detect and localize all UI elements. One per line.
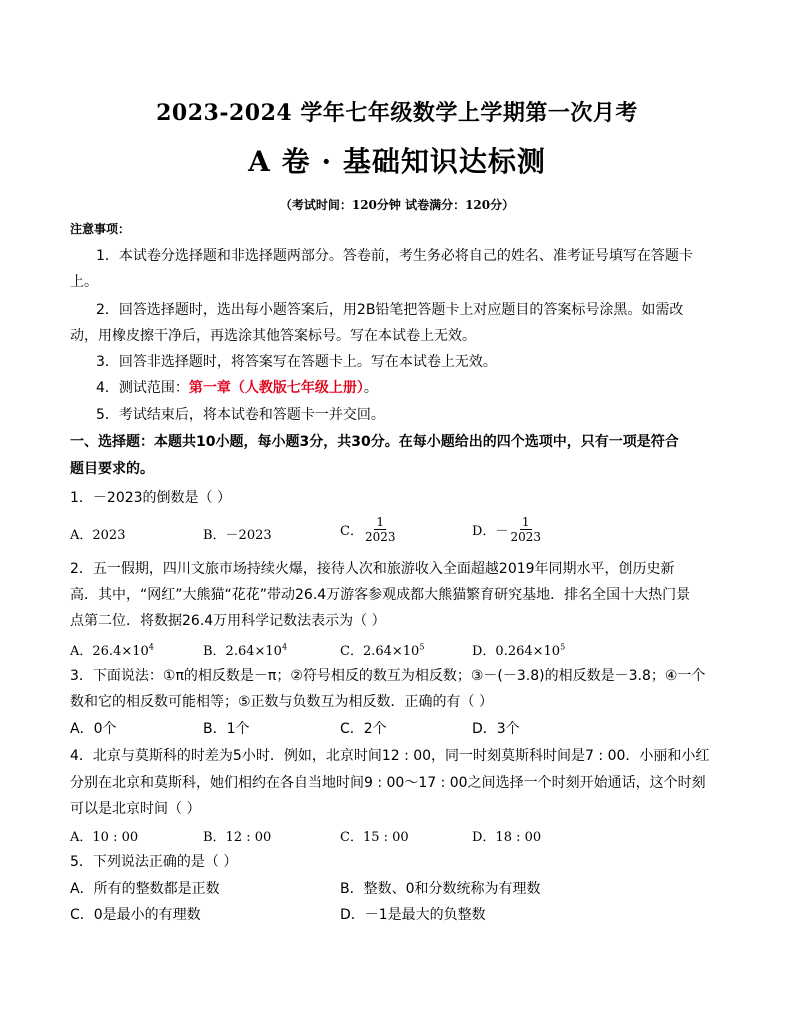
test-range: 第一章（人教版七年级上册） xyxy=(188,380,364,396)
exam-info: （考试时间：120分钟 试卷满分：120分） xyxy=(279,198,515,212)
q4-option-d: D．18 : 00 xyxy=(472,830,542,845)
q5-option-c: C．0是最小的有理数 xyxy=(70,907,201,923)
note-5: 5．考试结束后，将本试卷和答题卡一并交回。 xyxy=(96,407,385,423)
fraction-numerator: 1 xyxy=(376,515,385,529)
question-1-stem: 1．－2023的倒数是（ ） xyxy=(70,490,231,506)
question-2-line-3: 点第二位．将数据26.4万用科学记数法表示为（ ） xyxy=(70,613,386,629)
note-4-label: 4．测试范围： xyxy=(96,380,189,396)
q2-option-b xyxy=(203,640,287,659)
q2-option-c-base: C．2.64×10 xyxy=(340,644,420,659)
question-4-line-2: 分别在北京和莫斯科，她们相约在各自当地时间9 : 00～17 : 00之间选择一个时刻开始通话，这个时刻 xyxy=(70,775,706,791)
q4-option-a: A．10 : 00 xyxy=(70,830,139,845)
question-4-line-3: 可以是北京时间（ ） xyxy=(70,801,201,817)
question-2-line-2: 高．其中，“网红”大熊猫“花花”带动26.4万游客参观成都大熊猫繁育研究基地．排名全国十大热门景 xyxy=(70,587,691,603)
q1-option-a: A．2023 xyxy=(70,528,126,543)
q5-option-b: B．整数、0和分数统称为有理数 xyxy=(340,881,541,897)
q1-option-c xyxy=(340,515,398,544)
exam-title: 2023-2024 学年七年级数学上学期第一次月考 xyxy=(156,100,638,126)
note-4 xyxy=(96,378,378,398)
q3-option-a: A．0个 xyxy=(70,721,117,737)
q2-option-a-base: A．26.4×10 xyxy=(70,644,149,659)
exponent: 4 xyxy=(148,642,154,652)
fraction-denominator: 2023 xyxy=(364,530,396,544)
exponent: 4 xyxy=(281,642,288,652)
question-5-stem: 5．下列说法正确的是（ ） xyxy=(70,854,238,870)
note-2-cont: 动，用橡皮擦干净后，再选涂其他答案标号。写在本试卷上无效。 xyxy=(70,328,476,344)
question-2-line-1: 2．五一假期，四川文旅市场持续火爆，接待人次和旅游收入全面超越2019年同期水平，创历史新 xyxy=(70,561,675,577)
question-3-line-2: 数和它的相反数可能相等；⑤正数与负数互为相反数．正确的有（ ） xyxy=(70,694,493,710)
question-3-line-1: 3．下面说法：①π的相反数是－π；②符号相反的数互为相反数；③－(－3.8)的相反数是－3.8；④一个 xyxy=(70,668,706,684)
q2-option-a xyxy=(70,640,154,659)
q5-option-d: D．－1是最大的负整数 xyxy=(340,907,486,923)
q3-option-c: C．2个 xyxy=(340,721,387,737)
q1-option-d-fraction xyxy=(508,515,543,544)
exponent: 5 xyxy=(560,642,566,652)
q2-option-d-base: D．0.264×10 xyxy=(472,644,561,659)
section-heading: 一、选择题：本题共10小题，每小题3分，共30分。在每小题给出的四个选项中，只有一项是符合 xyxy=(70,434,679,450)
exponent: 5 xyxy=(419,642,425,652)
note-4-end: 。 xyxy=(363,380,378,396)
q1-option-b: B．－2023 xyxy=(203,528,272,543)
q1-option-c-fraction xyxy=(363,515,398,544)
note-3: 3．回答非选择题时，将答案写在答题卡上。写在本试卷上无效。 xyxy=(96,354,497,370)
question-4-line-1: 4．北京与莫斯科的时差为5小时．例如，北京时间12 : 00，同一时刻莫斯科时间是7 : 00．小丽和小红 xyxy=(70,748,710,764)
q3-option-b: B．1个 xyxy=(203,721,250,737)
exam-subtitle: A 卷 · 基础知识达标测 xyxy=(248,145,546,178)
q4-option-b: B．12 : 00 xyxy=(203,830,272,845)
note-1: 1．本试卷分选择题和非选择题两部分。答卷前，考生务必将自己的姓名、准考证号填写在答题卡 xyxy=(96,248,693,264)
q2-option-b-base: B．2.64×10 xyxy=(203,644,282,659)
q1-option-d xyxy=(472,515,543,544)
fraction-denominator: 2023 xyxy=(510,530,541,544)
q5-option-a: A．所有的整数都是正数 xyxy=(70,881,220,897)
q1-option-c-label: C． xyxy=(340,524,363,539)
note-2: 2．回答选择题时，选出每小题答案后，用2B铅笔把答题卡上对应题目的答案标号涂黑。如需改 xyxy=(96,302,684,318)
fraction-numerator: 1 xyxy=(521,515,530,529)
q3-option-d: D．3个 xyxy=(472,721,520,737)
note-1-cont: 上。 xyxy=(70,274,98,290)
section-heading-cont: 题目要求的。 xyxy=(70,461,154,477)
q2-option-c xyxy=(340,640,424,659)
q4-option-c: C．15 : 00 xyxy=(340,830,409,845)
notes-heading: 注意事项： xyxy=(70,222,131,236)
q2-option-d xyxy=(472,640,565,659)
q1-option-d-label: D．－ xyxy=(472,524,509,539)
